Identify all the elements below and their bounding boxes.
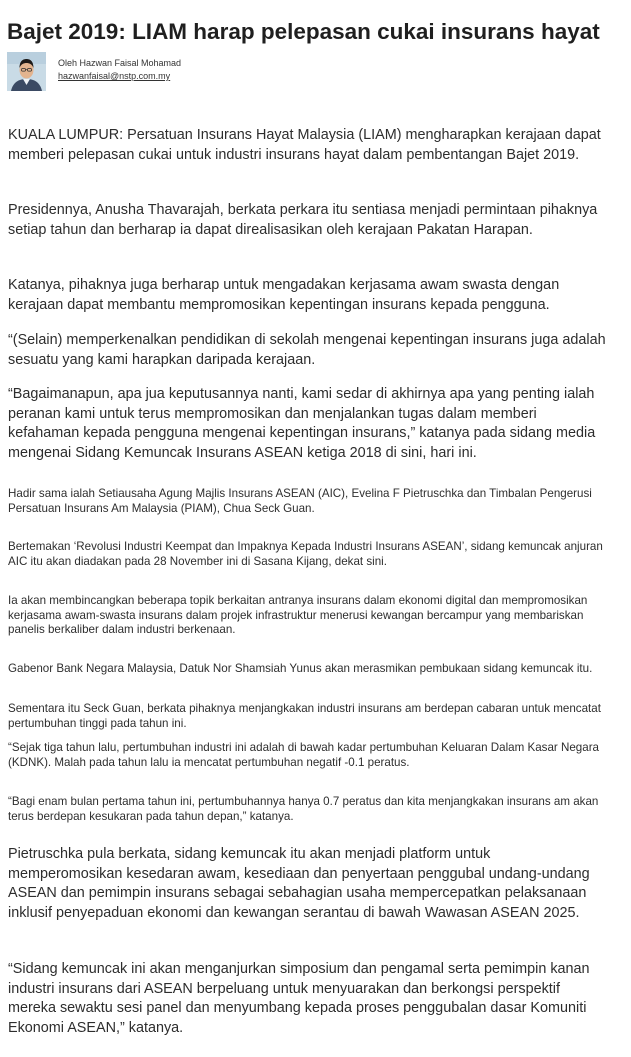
paragraph-small-2: Bertemakan ‘Revolusi Industri Keempat dan Impaknya Kepada Industri Insurans ASEAN’, sidang kemuncak anjuran AIC itu akan diadakan pada 28 November ini di Sasana Kijang, dekat sini. (8, 540, 603, 568)
author-email-link[interactable]: hazwanfaisal@nstp.com.my (58, 71, 171, 81)
paragraph-outro-1: Pietruschka pula berkata, sidang kemuncak itu akan menjadi platform untuk memperomosikan kesedaran awam, kesediaan dan penyertaan penggubal undang-undang ASEAN dan pemimpin insurans sebagai sebahagian usaha mempercepatkan pelaksanaan inklusif penyepaduan ekonomi dan kewangan serantau di bawah Wawasan ASEAN 2025. (8, 846, 590, 921)
paragraph-intro-1: KUALA LUMPUR: Persatuan Insurans Hayat Malaysia (LIAM) mengharapkan kerajaan dapat memberi pelepasan cukai untuk industri insurans hayat dalam pembentangan Bajet 2019. (8, 127, 601, 163)
article-headline: Bajet 2019: LIAM harap pelepasan cukai insurans hayat (7, 19, 600, 44)
author-photo-icon (7, 52, 46, 91)
author-name: Oleh Hazwan Faisal Mohamad (58, 58, 182, 68)
paragraph-intro-2: Presidennya, Anusha Thavarajah, berkata perkara itu sentiasa menjadi permintaan pihaknya setiap tahun dan berharap ia dapat direalisasikan oleh kerajaan Pakatan Harapan. (8, 202, 598, 238)
paragraph-intro-4: “(Selain) memperkenalkan pendidikan di sekolah mengenai kepentingan insurans juga adalah sesuatu yang kami harapkan daripada kerajaan. (8, 332, 606, 368)
paragraph-outro-2: “Sidang kemuncak ini akan menganjurkan simposium dan pengamal serta pemimpin kanan industri insurans dari ASEAN berpeluang untuk menyuarakan dan berkongsi perspektif mereka sewaktu sesi panel dan menyumbang kepada proses penggubalan dasar Komuniti Ekonomi ASEAN,” katanya. (8, 961, 590, 1036)
paragraph-small-6: “Sejak tiga tahun lalu, pertumbuhan industri ini adalah di bawah kadar pertumbuhan Keluaran Dalam Kasar Negara (KDNK). Malah pada tahun lalu ia mencatat pertumbuhan negatif -0.1 peratus. (8, 741, 599, 769)
paragraph-small-7: “Bagi enam bulan pertama tahun ini, pertumbuhannya hanya 0.7 peratus dan kita menjangkakan insurans am akan terus berdepan kesukaran pada tahun depan,” katanya. (8, 795, 599, 823)
paragraph-small-3: Ia akan membincangkan beberapa topik berkaitan antranya insurans dalam ekonomi digital dan mempromosikan kerjasama awam-swasta insurans dalam projek infrastruktur menerusi kewangan bercampur yang membariskan panelis berkaliber dalam industri berkenaan. (8, 594, 588, 636)
paragraph-small-1: Hadir sama ialah Setiausaha Agung Majlis Insurans ASEAN (AIC), Evelina F Pietruschka dan Timbalan Pengerusi Persatuan Insurans Am Malaysia (PIAM), Chua Seck Guan. (8, 487, 592, 515)
paragraph-intro-3: Katanya, pihaknya juga berharap untuk mengadakan kerjasama awam swasta dengan kerajaan dapat membantu mempromosikan kepentingan insurans kepada pengguna. (8, 277, 560, 313)
paragraph-intro-5: “Bagaimanapun, apa jua keputusannya nanti, kami sedar di akhirnya apa yang penting ialah peranan kami untuk terus mempromosikan dan menjalankan tugas dalam memberi kefahaman kepada pengguna mengenai kepentingan insurans,” katanya pada sidang media mengenai Sidang Kemuncak Insurans ASEAN ketiga 2018 di sini, hari ini. (8, 386, 596, 461)
paragraph-small-5: Sementara itu Seck Guan, berkata pihaknya menjangkakan industri insurans am berdepan cabaran untuk mencatat pertumbuhan tinggi pada tahun ini. (8, 702, 601, 730)
paragraph-small-4: Gabenor Bank Negara Malaysia, Datuk Nor Shamsiah Yunus akan merasmikan pembukaan sidang kemuncak itu. (8, 662, 593, 675)
author-photo (7, 52, 46, 91)
